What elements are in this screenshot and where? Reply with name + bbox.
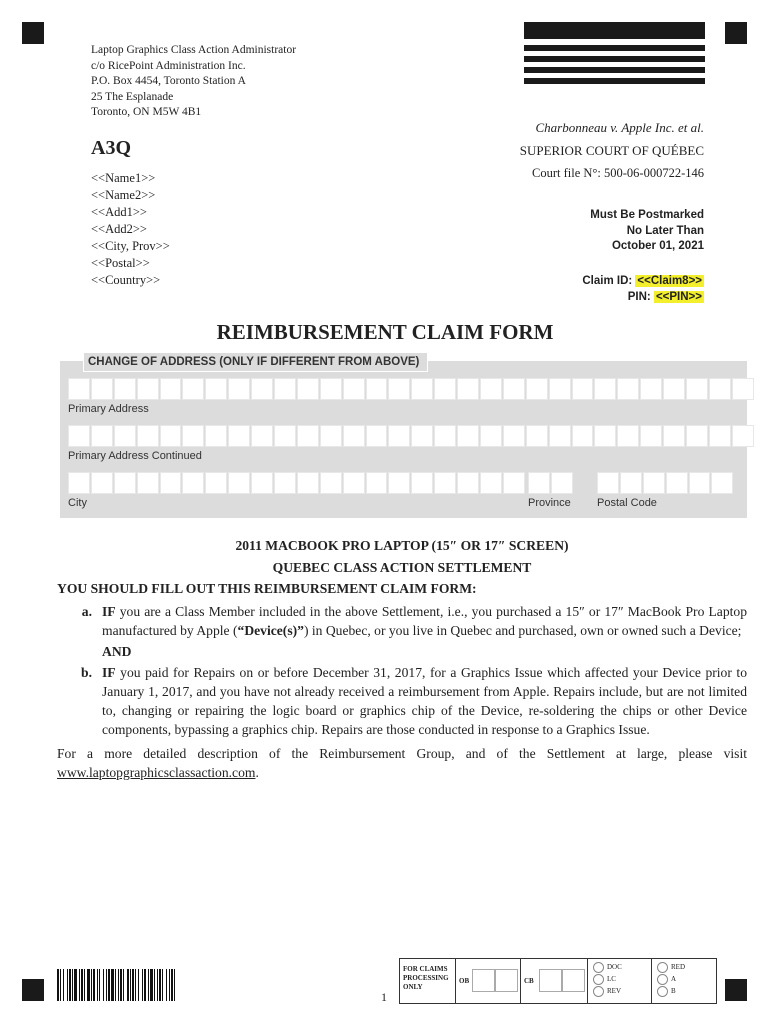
- registration-mark-bottom-right: [725, 979, 747, 1001]
- criterion-b-text: you paid for Repairs on or before December 31, 2017, for a Graphics Issue which affected your Device prior to January 1, 2017, and you have not already received a reimbursement from Apple. Repairs include, but are not limited to, changing or repairing the logic board or graphics chip of the Device, re-soldering the chips or other Device components, bypassing a graphics chip. Repairs are those conducted in response to a Graphics Issue.: [102, 665, 747, 737]
- character-cell[interactable]: [711, 472, 733, 494]
- ob-cell-1[interactable]: [472, 969, 495, 992]
- character-cell[interactable]: [503, 378, 525, 400]
- cb-cell-1[interactable]: [539, 969, 562, 992]
- doc-label: DOC: [607, 963, 622, 971]
- character-cell[interactable]: [366, 425, 388, 447]
- cb-cell-2[interactable]: [562, 969, 585, 992]
- pin-label: PIN:: [627, 291, 651, 303]
- character-cell[interactable]: [366, 472, 388, 494]
- court-file: Court file N°: 500-06-000722-146: [532, 166, 704, 180]
- character-cell[interactable]: [411, 425, 433, 447]
- should-fill-heading: YOU SHOULD FILL OUT THIS REIMBURSEMENT CLAIM FORM:: [57, 581, 477, 596]
- character-cell[interactable]: [594, 378, 616, 400]
- pin-value: <<PIN>>: [655, 291, 702, 303]
- character-cell[interactable]: [388, 425, 410, 447]
- character-cell[interactable]: [388, 472, 410, 494]
- character-cell[interactable]: [320, 425, 342, 447]
- criterion-b: [57, 663, 747, 739]
- change-of-address-heading: CHANGE OF ADDRESS (ONLY IF DIFFERENT FROM ABOVE): [83, 353, 428, 372]
- character-cell[interactable]: [137, 378, 159, 400]
- recipient-line: <<Add1>>: [91, 205, 147, 219]
- and-connector: [57, 642, 747, 661]
- character-cell[interactable]: [343, 425, 365, 447]
- recipient-line: <<Add2>>: [91, 222, 147, 236]
- primary-address-continued-label: Primary Address Continued: [68, 450, 202, 462]
- recipient-address: [91, 170, 170, 289]
- lc-label: LC: [607, 975, 616, 983]
- character-cell[interactable]: [549, 425, 571, 447]
- form-title: REIMBURSEMENT CLAIM FORM: [216, 320, 554, 344]
- deadline-line-2: No Later Than: [626, 224, 704, 237]
- city-label: City: [68, 497, 87, 509]
- character-cell[interactable]: [666, 472, 688, 494]
- character-cell[interactable]: [640, 378, 662, 400]
- character-cell[interactable]: [114, 472, 136, 494]
- character-cell[interactable]: [320, 472, 342, 494]
- sender-line: Laptop Graphics Class Action Administrator: [91, 44, 297, 56]
- character-cell[interactable]: [274, 425, 296, 447]
- rev-label: REV: [607, 987, 621, 995]
- character-cell[interactable]: [503, 425, 525, 447]
- character-cell[interactable]: [597, 472, 619, 494]
- criterion-a-text: you are a Class Member included in the above Settlement, i.e., you purchased a 15″ or 17″ MacBook Pro Laptop manufactured by Apple (: [102, 604, 747, 638]
- character-cell[interactable]: [228, 472, 250, 494]
- postal-code-label: Postal Code: [597, 497, 657, 509]
- character-cell[interactable]: [526, 425, 548, 447]
- criterion-a-text-end: ) in Quebec, or you live in Quebec and purchased, own or owned such a Device;: [303, 623, 742, 638]
- character-cell[interactable]: [434, 425, 456, 447]
- character-cell[interactable]: [732, 425, 754, 447]
- character-cell[interactable]: [68, 425, 90, 447]
- character-cell[interactable]: [732, 378, 754, 400]
- red-label: RED: [671, 963, 685, 971]
- recipient-line: <<Name1>>: [91, 171, 156, 185]
- character-cell[interactable]: [274, 378, 296, 400]
- recipient-line: <<City, Prov>>: [91, 239, 170, 253]
- b-radio[interactable]: [657, 986, 668, 997]
- more-info-text: For a more detailed description of the Reimbursement Group, and of the Settlement at large, please visit: [57, 746, 747, 761]
- website-link[interactable]: www.laptopgraphicsclassaction.com: [57, 765, 256, 780]
- character-cell[interactable]: [182, 378, 204, 400]
- cb-label: CB: [524, 977, 534, 985]
- character-cell[interactable]: [549, 378, 571, 400]
- character-cell[interactable]: [160, 425, 182, 447]
- ob-label: OB: [459, 977, 470, 985]
- character-cell[interactable]: [457, 378, 479, 400]
- character-cell[interactable]: [160, 472, 182, 494]
- character-cell[interactable]: [297, 378, 319, 400]
- character-cell[interactable]: [709, 425, 731, 447]
- character-cell[interactable]: [551, 472, 573, 494]
- character-cell[interactable]: [457, 425, 479, 447]
- character-cell[interactable]: [457, 472, 479, 494]
- postal-bars: [524, 22, 705, 84]
- deadline-line-1: Must Be Postmarked: [590, 209, 704, 221]
- red-status-group: [652, 959, 716, 1003]
- sender-line: c/o RicePoint Administration Inc.: [91, 59, 246, 72]
- province-field[interactable]: [528, 472, 573, 494]
- instructions: [57, 536, 747, 782]
- character-cell[interactable]: [480, 378, 502, 400]
- claim-id-label: Claim ID:: [582, 275, 633, 287]
- character-cell[interactable]: [320, 378, 342, 400]
- criterion-b-if: IF: [102, 665, 116, 680]
- character-cell[interactable]: [114, 425, 136, 447]
- primary-address-field[interactable]: [68, 378, 754, 400]
- character-cell[interactable]: [182, 472, 204, 494]
- settlement-heading-1: 2011 MACBOOK PRO LAPTOP (15″ OR 17″ SCREEN): [235, 538, 569, 553]
- form-code: A3Q: [91, 137, 131, 159]
- character-cell[interactable]: [663, 425, 685, 447]
- character-cell[interactable]: [528, 472, 550, 494]
- character-cell[interactable]: [274, 472, 296, 494]
- more-info-end: .: [255, 765, 259, 780]
- recipient-line: <<Country>>: [91, 273, 161, 287]
- court-name: SUPERIOR COURT OF QUÉBEC: [519, 143, 704, 158]
- character-cell[interactable]: [91, 378, 113, 400]
- character-cell[interactable]: [572, 425, 594, 447]
- criterion-a: [57, 602, 747, 640]
- barcode-bar: [175, 969, 177, 1001]
- character-cell[interactable]: [411, 378, 433, 400]
- ob-box: [456, 959, 521, 1003]
- character-cell[interactable]: [572, 378, 594, 400]
- character-cell[interactable]: [205, 425, 227, 447]
- character-cell[interactable]: [640, 425, 662, 447]
- red-radio[interactable]: [657, 962, 668, 973]
- character-cell[interactable]: [91, 472, 113, 494]
- a-radio[interactable]: [657, 974, 668, 985]
- character-cell[interactable]: [205, 472, 227, 494]
- character-cell[interactable]: [137, 472, 159, 494]
- character-cell[interactable]: [480, 425, 502, 447]
- sender-line: P.O. Box 4454, Toronto Station A: [91, 75, 246, 88]
- character-cell[interactable]: [228, 425, 250, 447]
- character-cell[interactable]: [228, 378, 250, 400]
- character-cell[interactable]: [663, 378, 685, 400]
- character-cell[interactable]: [411, 472, 433, 494]
- criterion-b-label: b.: [81, 665, 92, 680]
- registration-mark-top-left: [22, 22, 44, 44]
- character-cell[interactable]: [343, 378, 365, 400]
- character-cell[interactable]: [503, 472, 525, 494]
- character-cell[interactable]: [434, 472, 456, 494]
- registration-mark-top-right: [725, 22, 747, 44]
- settlement-heading-2: QUEBEC CLASS ACTION SETTLEMENT: [272, 560, 532, 575]
- processing-label: FOR CLAIMS PROCESSING ONLY: [400, 959, 456, 1003]
- character-cell[interactable]: [297, 472, 319, 494]
- page-number: 1: [381, 990, 387, 1004]
- claim-id-value: <<Claim8>>: [637, 275, 702, 287]
- claim-credentials: [582, 273, 704, 305]
- case-name: Charbonneau v. Apple Inc. et al.: [535, 120, 704, 135]
- sender-address: [91, 43, 296, 121]
- character-cell[interactable]: [251, 425, 273, 447]
- character-cell[interactable]: [594, 425, 616, 447]
- character-cell[interactable]: [526, 378, 548, 400]
- character-cell[interactable]: [68, 378, 90, 400]
- sender-line: 25 The Esplanade: [91, 90, 174, 103]
- primary-address-continued-field[interactable]: [68, 425, 754, 447]
- character-cell[interactable]: [160, 378, 182, 400]
- recipient-line: <<Postal>>: [91, 256, 150, 270]
- character-cell[interactable]: [137, 425, 159, 447]
- ob-cell-2[interactable]: [495, 969, 518, 992]
- postmark-deadline: [590, 208, 704, 255]
- cb-box: [521, 959, 588, 1003]
- character-cell[interactable]: [251, 378, 273, 400]
- sender-line: Toronto, ON M5W 4B1: [91, 106, 202, 119]
- character-cell[interactable]: [68, 472, 90, 494]
- character-cell[interactable]: [251, 472, 273, 494]
- character-cell[interactable]: [686, 378, 708, 400]
- city-field[interactable]: [68, 472, 525, 494]
- character-cell[interactable]: [366, 378, 388, 400]
- primary-address-label: Primary Address: [68, 403, 149, 415]
- lc-radio[interactable]: [593, 974, 604, 985]
- registration-mark-bottom-left: [22, 979, 44, 1001]
- character-cell[interactable]: [114, 378, 136, 400]
- doc-radio[interactable]: [593, 962, 604, 973]
- character-cell[interactable]: [182, 425, 204, 447]
- deadline-date: October 01, 2021: [611, 240, 704, 252]
- character-cell[interactable]: [297, 425, 319, 447]
- character-cell[interactable]: [709, 378, 731, 400]
- rev-radio[interactable]: [593, 986, 604, 997]
- recipient-line: <<Name2>>: [91, 188, 156, 202]
- a-label: A: [671, 975, 677, 983]
- character-cell[interactable]: [620, 472, 642, 494]
- criterion-a-if: IF: [102, 604, 116, 619]
- doc-status-group: [588, 959, 652, 1003]
- character-cell[interactable]: [617, 378, 639, 400]
- criterion-a-label: a.: [81, 604, 92, 619]
- province-label: Province: [528, 497, 571, 509]
- device-term: “Device(s)”: [237, 623, 304, 638]
- character-cell[interactable]: [205, 378, 227, 400]
- character-cell[interactable]: [689, 472, 711, 494]
- character-cell[interactable]: [643, 472, 665, 494]
- barcode: [57, 969, 268, 1001]
- character-cell[interactable]: [343, 472, 365, 494]
- b-label: B: [671, 987, 676, 995]
- character-cell[interactable]: [434, 378, 456, 400]
- character-cell[interactable]: [91, 425, 113, 447]
- character-cell[interactable]: [686, 425, 708, 447]
- more-info: [57, 744, 747, 782]
- character-cell[interactable]: [480, 472, 502, 494]
- and-text: AND: [102, 644, 132, 659]
- postal-code-field[interactable]: [597, 472, 733, 494]
- claims-processing-box: [399, 958, 717, 1004]
- character-cell[interactable]: [617, 425, 639, 447]
- character-cell[interactable]: [388, 378, 410, 400]
